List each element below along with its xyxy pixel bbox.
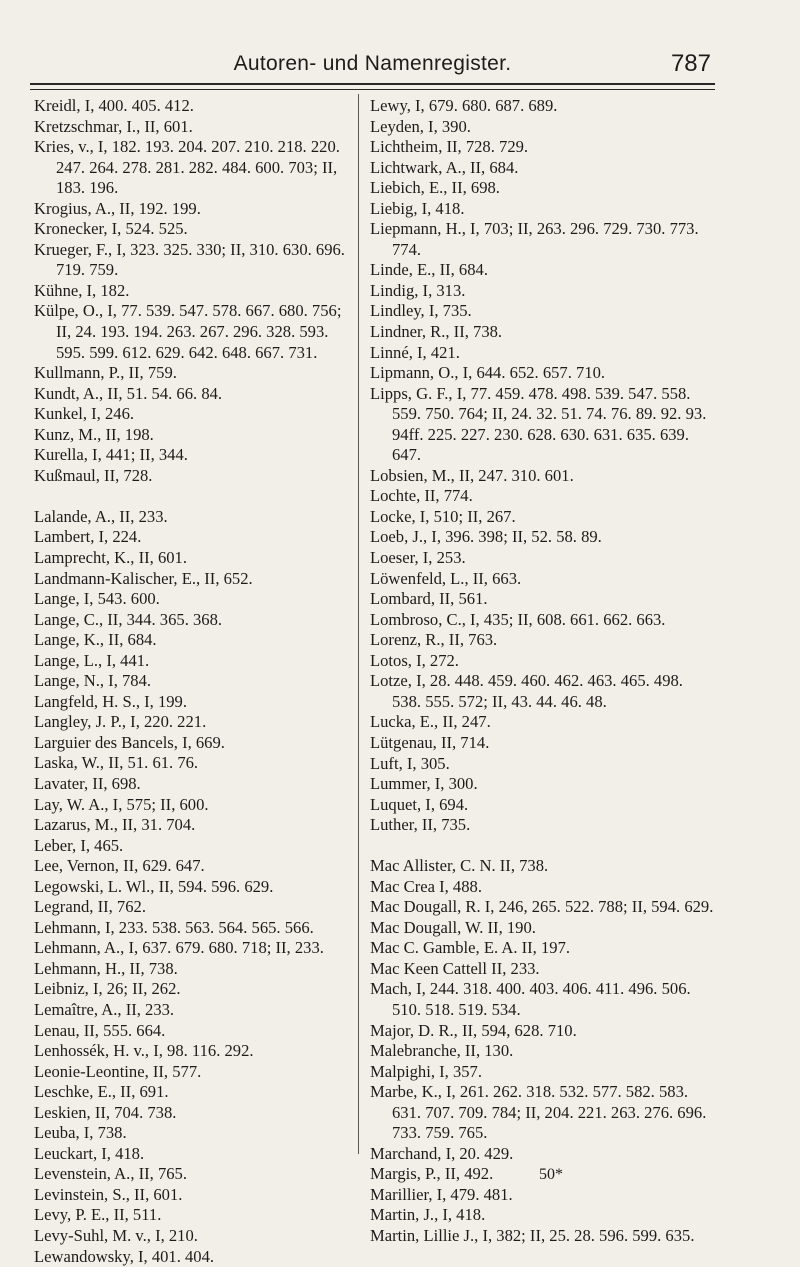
index-entry: Lummer, I, 300. [370,774,478,794]
index-entry: Lambert, I, 224. [34,527,142,547]
index-entry: Mac Keen Cattell II, 233. [370,958,540,978]
left-column [34,96,346,1267]
index-entry: Lamprecht, K., II, 601. [34,547,187,567]
index-entry: Levenstein, A., II, 765. [34,1164,187,1184]
index-entry: Lombard, II, 561. [370,589,488,609]
index-entry: Lipps, G. F., I, 77. 459. 478. 498. 539. 547. 558. 559. 750. 764; II, 24. 32. 51. 74. 76. 89. 92. 93. 94ff. 225. 227. 230. 628. 630. 631. 635. 639. 647. [370,383,707,465]
header-rule [30,83,715,90]
index-entry: Mac C. Gamble, E. A. II, 197. [370,938,571,958]
index-entry: Kußmaul, II, 728. [34,465,153,485]
index-entry: Leibniz, I, 26; II, 262. [34,979,181,999]
right-column [370,96,715,1247]
index-entry: Külpe, O., I, 77. 539. 547. 578. 667. 680. 756; II, 24. 193. 194. 263. 267. 296. 328. 593. 595. 599. 612. 629. 642. 648. 667. 731. [34,301,342,362]
index-entry: Lindig, I, 313. [370,280,466,300]
index-entry: Lucka, E., II, 247. [370,712,491,732]
index-entry: Lütgenau, II, 714. [370,732,490,752]
index-entry: Leonie-Leontine, II, 577. [34,1061,202,1081]
index-entry: Lochte, II, 774. [370,486,473,506]
index-entry: Leber, I, 465. [34,835,124,855]
index-entry: Lindley, I, 735. [370,301,472,321]
index-entry: Mach, I, 244. 318. 400. 403. 406. 411. 496. 506. 510. 518. 519. 534. [370,979,691,1020]
index-entry: Levinstein, S., II, 601. [34,1184,183,1204]
index-entry: Kundt, A., II, 51. 54. 66. 84. [34,383,223,403]
index-entry: Malebranche, II, 130. [370,1041,514,1061]
index-entry: Lichtheim, II, 728. 729. [370,137,529,157]
index-entry: Lehmann, A., I, 637. 679. 680. 718; II, 233. [34,938,324,958]
index-entry: Legowski, L. Wl., II, 594. 596. 629. [34,876,274,896]
index-entry: Lehmann, I, 233. 538. 563. 564. 565. 566. [34,917,314,937]
index-entry: Luquet, I, 694. [370,794,469,814]
index-entry: Larguier des Bancels, I, 669. [34,732,225,752]
index-entry: Lehmann, H., II, 738. [34,958,178,978]
index-entry: Kurella, I, 441; II, 344. [34,445,188,465]
index-entry: Lindner, R., II, 738. [370,322,503,342]
index-entry: Linné, I, 421. [370,342,460,362]
index-entry: Lazarus, M., II, 31. 704. [34,815,196,835]
index-entry: Kretzschmar, I., II, 601. [34,116,193,136]
index-entry: Luther, II, 735. [370,815,471,835]
index-entry: Kühne, I, 182. [34,280,130,300]
index-entry: Landmann-Kalischer, E., II, 652. [34,568,253,588]
index-entry: Lange, L., I, 441. [34,650,150,670]
index-entry: Lemaître, A., II, 233. [34,1000,175,1020]
column-divider [358,94,359,1154]
index-entry: Lavater, II, 698. [34,774,141,793]
index-entry: Liebich, E., II, 698. [370,178,500,198]
index-entry: Lenhossék, H. v., I, 98. 116. 292. [34,1041,254,1061]
index-entry: Lange, N., I, 784. [34,671,152,691]
index-entry: Loeser, I, 253. [370,548,466,568]
index-entry: Lewandowsky, I, 401. 404. [34,1246,215,1266]
index-entry: Levy-Suhl, M. v., I, 210. [34,1226,198,1246]
index-entry: Levy, P. E., II, 511. [34,1205,162,1225]
index-entry: Leschke, E., II, 691. [34,1082,169,1102]
index-entry: Marbe, K., I, 261. 262. 318. 532. 577. 582. 583. 631. 707. 709. 784; II, 204. 221. 263. 276. 696. 733. 759. 765. [370,1082,707,1143]
index-entry: Major, D. R., II, 594, 628. 710. [370,1020,577,1040]
index-entry: Malpighi, I, 357. [370,1061,482,1081]
index-entry: Mac Dougall, W. II, 190. [370,917,536,937]
page-number: 787 [670,50,711,77]
index-entry: Krogius, A., II, 192. 199. [34,198,201,218]
index-entry: Langley, J. P., I, 220. 221. [34,712,207,732]
index-entry: Linde, E., II, 684. [370,260,488,280]
index-entry: Marchand, I, 20. 429. [370,1143,514,1163]
index-entry: Mac Crea I, 488. [370,876,482,896]
index-entry: Martin, Lillie J., I, 382; II, 25. 28. 596. 599. 635. [370,1226,695,1246]
index-entry: Kreidl, I, 400. 405. 412. [34,96,194,115]
index-entry: Lenau, II, 555. 664. [34,1020,166,1040]
index-entry: Lobsien, M., II, 247. 310. 601. [370,465,574,485]
index-entry: Lorenz, R., II, 763. [370,630,498,650]
index-entry: Lewy, I, 679. 680. 687. 689. [370,96,558,115]
index-entry: Lotze, I, 28. 448. 459. 460. 462. 463. 465. 498. 538. 555. 572; II, 43. 44. 46. 48. [370,671,683,711]
index-entry: Lay, W. A., I, 575; II, 600. [34,794,209,814]
index-entry: Krueger, F., I, 323. 325. 330; II, 310. 630. 696. 719. 759. [34,239,345,280]
printer-signature: 50* [539,1166,563,1183]
index-entry: Langfeld, H. S., I, 199. [34,691,188,711]
running-head: Autoren- und Namenregister. [233,52,512,75]
index-entry: Lotos, I, 272. [370,650,459,670]
index-entry: Martin, J., I, 418. [370,1205,486,1225]
index-entry: Locke, I, 510; II, 267. [370,506,516,526]
index-entry: Liepmann, H., I, 703; II, 263. 296. 729. 730. 773. 774. [370,219,699,259]
index-entry: Margis, P., II, 492. [370,1164,494,1184]
page-header [30,50,715,82]
index-entry: Lombroso, C., I, 435; II, 608. 661. 662. 663. [370,609,666,629]
index-entry: Kunkel, I, 246. [34,404,135,424]
index-entry: Laska, W., II, 51. 61. 76. [34,753,199,773]
index-entry: Kullmann, P., II, 759. [34,363,177,383]
index-entry: Loeb, J., I, 396. 398; II, 52. 58. 89. [370,527,602,547]
index-entry: Lipmann, O., I, 644. 652. 657. 710. [370,363,606,383]
index-entry: Löwenfeld, L., II, 663. [370,568,522,588]
index-entry: Leuba, I, 738. [34,1123,127,1143]
index-entry: Lange, K., II, 684. [34,630,157,650]
index-entry: Kronecker, I, 524. 525. [34,219,188,239]
index-entry: Marillier, I, 479. 481. [370,1184,513,1204]
index-entry: Lange, C., II, 344. 365. 368. [34,609,223,629]
index-entry: Mac Dougall, R. I, 246, 265. 522. 788; II, 594. 629. [370,897,714,917]
index-entry: Legrand, II, 762. [34,897,146,917]
index-entry: Leuckart, I, 418. [34,1143,145,1163]
index-entry: Lichtwark, A., II, 684. [370,157,519,177]
index-entry: Kunz, M., II, 198. [34,424,154,444]
index-entry: Mac Allister, C. N. II, 738. [370,856,549,876]
index-entry: Leyden, I, 390. [370,116,471,136]
index-entry: Leskien, II, 704. 738. [34,1102,177,1122]
index-entry: Liebig, I, 418. [370,198,465,218]
index-entry: Kries, v., I, 182. 193. 204. 207. 210. 218. 220. 247. 264. 278. 281. 282. 484. 600. 703; II, 183. 196. [34,137,340,198]
index-entry: Lange, I, 543. 600. [34,589,160,609]
index-entry: Luft, I, 305. [370,753,450,773]
index-entry: Lalande, A., II, 233. [34,506,168,526]
index-entry: Lee, Vernon, II, 629. 647. [34,856,205,876]
